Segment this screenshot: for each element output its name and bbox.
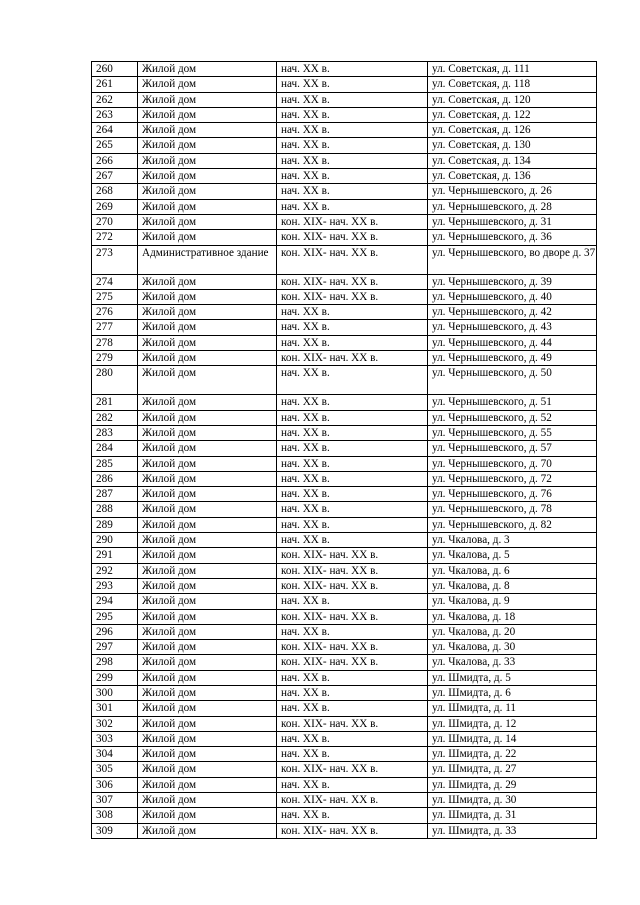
table-row — [92, 793, 597, 808]
table-row — [92, 762, 597, 777]
cell-dating: нач. XX в. — [277, 153, 428, 168]
cell-object-name: Жилой дом — [138, 731, 277, 746]
cell-address: ул. Чернышевского, д. 51 — [428, 395, 597, 410]
cell-address: ул. Чернышевского, во дворе д. 37 — [428, 245, 597, 274]
cell-row-number: 275 — [92, 289, 138, 304]
cell-address: ул. Чернышевского, д. 50 — [428, 366, 597, 395]
table-row — [92, 685, 597, 700]
cell-dating: нач. XX в. — [277, 731, 428, 746]
cell-row-number: 298 — [92, 655, 138, 670]
cell-dating: нач. XX в. — [277, 533, 428, 548]
cell-row-number: 265 — [92, 138, 138, 153]
cell-object-name: Жилой дом — [138, 793, 277, 808]
cell-address: ул. Шмидта, д. 29 — [428, 777, 597, 792]
cell-dating: кон. XIX- нач. XX в. — [277, 351, 428, 366]
cell-object-name: Жилой дом — [138, 351, 277, 366]
cell-address: ул. Советская, д. 111 — [428, 62, 597, 77]
cell-dating: нач. XX в. — [277, 441, 428, 456]
cell-object-name: Жилой дом — [138, 701, 277, 716]
table-row — [92, 245, 597, 274]
cell-object-name: Жилой дом — [138, 199, 277, 214]
table-row — [92, 410, 597, 425]
cell-dating: нач. XX в. — [277, 77, 428, 92]
cell-dating: нач. XX в. — [277, 335, 428, 350]
cell-dating: нач. XX в. — [277, 685, 428, 700]
cell-row-number: 267 — [92, 169, 138, 184]
monuments-table — [91, 61, 597, 839]
cell-address: ул. Шмидта, д. 11 — [428, 701, 597, 716]
cell-address: ул. Чернышевского, д. 39 — [428, 274, 597, 289]
cell-row-number: 279 — [92, 351, 138, 366]
cell-row-number: 301 — [92, 701, 138, 716]
cell-row-number: 273 — [92, 245, 138, 274]
cell-object-name: Жилой дом — [138, 62, 277, 77]
cell-object-name: Жилой дом — [138, 335, 277, 350]
cell-object-name: Жилой дом — [138, 471, 277, 486]
cell-row-number: 287 — [92, 487, 138, 502]
cell-row-number: 274 — [92, 274, 138, 289]
cell-address: ул. Чернышевского, д. 31 — [428, 214, 597, 229]
cell-address: ул. Чернышевского, д. 70 — [428, 456, 597, 471]
cell-row-number: 296 — [92, 624, 138, 639]
cell-dating: кон. XIX- нач. XX в. — [277, 245, 428, 274]
cell-address: ул. Советская, д. 126 — [428, 123, 597, 138]
cell-row-number: 290 — [92, 533, 138, 548]
cell-dating: нач. XX в. — [277, 92, 428, 107]
cell-object-name: Жилой дом — [138, 808, 277, 823]
cell-address: ул. Советская, д. 134 — [428, 153, 597, 168]
cell-row-number: 300 — [92, 685, 138, 700]
cell-row-number: 284 — [92, 441, 138, 456]
cell-dating: нач. XX в. — [277, 471, 428, 486]
cell-dating: нач. XX в. — [277, 107, 428, 122]
table-row — [92, 214, 597, 229]
table-row — [92, 624, 597, 639]
table-row — [92, 701, 597, 716]
cell-row-number: 297 — [92, 640, 138, 655]
cell-object-name: Жилой дом — [138, 123, 277, 138]
cell-address: ул. Советская, д. 122 — [428, 107, 597, 122]
table-row — [92, 366, 597, 395]
cell-address: ул. Чкалова, д. 33 — [428, 655, 597, 670]
cell-dating: кон. XIX- нач. XX в. — [277, 716, 428, 731]
cell-dating: нач. XX в. — [277, 594, 428, 609]
table-row — [92, 655, 597, 670]
cell-row-number: 294 — [92, 594, 138, 609]
table-row — [92, 747, 597, 762]
cell-object-name: Жилой дом — [138, 441, 277, 456]
cell-row-number: 278 — [92, 335, 138, 350]
cell-address: ул. Чернышевского, д. 82 — [428, 517, 597, 532]
cell-address: ул. Чернышевского, д. 26 — [428, 184, 597, 199]
cell-address: ул. Шмидта, д. 12 — [428, 716, 597, 731]
cell-row-number: 263 — [92, 107, 138, 122]
cell-object-name: Жилой дом — [138, 548, 277, 563]
cell-address: ул. Чернышевского, д. 49 — [428, 351, 597, 366]
cell-row-number: 270 — [92, 214, 138, 229]
cell-object-name: Жилой дом — [138, 594, 277, 609]
table-row — [92, 471, 597, 486]
cell-object-name: Жилой дом — [138, 214, 277, 229]
cell-object-name: Жилой дом — [138, 410, 277, 425]
cell-address: ул. Чернышевского, д. 36 — [428, 230, 597, 245]
cell-object-name: Жилой дом — [138, 747, 277, 762]
cell-dating: нач. XX в. — [277, 502, 428, 517]
cell-row-number: 260 — [92, 62, 138, 77]
table-row — [92, 563, 597, 578]
cell-row-number: 309 — [92, 823, 138, 838]
cell-address: ул. Чернышевского, д. 44 — [428, 335, 597, 350]
cell-row-number: 288 — [92, 502, 138, 517]
table-row — [92, 441, 597, 456]
table-row — [92, 517, 597, 532]
cell-address: ул. Чернышевского, д. 57 — [428, 441, 597, 456]
cell-row-number: 307 — [92, 793, 138, 808]
cell-row-number: 289 — [92, 517, 138, 532]
cell-row-number: 293 — [92, 578, 138, 593]
cell-dating: нач. XX в. — [277, 517, 428, 532]
cell-row-number: 282 — [92, 410, 138, 425]
cell-address: ул. Чкалова, д. 5 — [428, 548, 597, 563]
cell-row-number: 295 — [92, 609, 138, 624]
cell-dating: нач. XX в. — [277, 184, 428, 199]
cell-object-name: Жилой дом — [138, 289, 277, 304]
cell-address: ул. Чкалова, д. 8 — [428, 578, 597, 593]
cell-object-name: Жилой дом — [138, 230, 277, 245]
cell-address: ул. Шмидта, д. 33 — [428, 823, 597, 838]
cell-row-number: 303 — [92, 731, 138, 746]
table-row — [92, 808, 597, 823]
cell-dating: нач. XX в. — [277, 701, 428, 716]
cell-row-number: 299 — [92, 670, 138, 685]
cell-object-name: Жилой дом — [138, 640, 277, 655]
cell-object-name: Жилой дом — [138, 563, 277, 578]
cell-dating: кон. XIX- нач. XX в. — [277, 793, 428, 808]
cell-address: ул. Шмидта, д. 14 — [428, 731, 597, 746]
cell-dating: кон. XIX- нач. XX в. — [277, 230, 428, 245]
table-row — [92, 716, 597, 731]
table-row — [92, 199, 597, 214]
table-row — [92, 395, 597, 410]
cell-dating: нач. XX в. — [277, 199, 428, 214]
cell-object-name: Жилой дом — [138, 395, 277, 410]
table-row — [92, 578, 597, 593]
cell-object-name: Жилой дом — [138, 138, 277, 153]
cell-address: ул. Советская, д. 118 — [428, 77, 597, 92]
table-row — [92, 823, 597, 838]
table-row — [92, 153, 597, 168]
cell-object-name: Жилой дом — [138, 305, 277, 320]
table-row — [92, 533, 597, 548]
cell-row-number: 304 — [92, 747, 138, 762]
cell-address: ул. Чернышевского, д. 40 — [428, 289, 597, 304]
table-row — [92, 640, 597, 655]
table-row — [92, 62, 597, 77]
table-row — [92, 320, 597, 335]
table-row — [92, 487, 597, 502]
table-row — [92, 274, 597, 289]
cell-dating: нач. XX в. — [277, 747, 428, 762]
cell-row-number: 269 — [92, 199, 138, 214]
cell-object-name: Жилой дом — [138, 655, 277, 670]
cell-dating: кон. XIX- нач. XX в. — [277, 655, 428, 670]
cell-address: ул. Чкалова, д. 30 — [428, 640, 597, 655]
cell-object-name: Жилой дом — [138, 184, 277, 199]
cell-dating: кон. XIX- нач. XX в. — [277, 640, 428, 655]
cell-object-name: Жилой дом — [138, 624, 277, 639]
cell-object-name: Жилой дом — [138, 153, 277, 168]
cell-dating: кон. XIX- нач. XX в. — [277, 274, 428, 289]
cell-dating: нач. XX в. — [277, 456, 428, 471]
cell-row-number: 302 — [92, 716, 138, 731]
cell-address: ул. Чкалова, д. 6 — [428, 563, 597, 578]
cell-address: ул. Чкалова, д. 3 — [428, 533, 597, 548]
table-row — [92, 425, 597, 440]
cell-row-number: 305 — [92, 762, 138, 777]
cell-dating: кон. XIX- нач. XX в. — [277, 609, 428, 624]
cell-row-number: 308 — [92, 808, 138, 823]
cell-row-number: 291 — [92, 548, 138, 563]
cell-dating: кон. XIX- нач. XX в. — [277, 289, 428, 304]
cell-row-number: 292 — [92, 563, 138, 578]
table-row — [92, 609, 597, 624]
cell-dating: нач. XX в. — [277, 320, 428, 335]
cell-address: ул. Шмидта, д. 5 — [428, 670, 597, 685]
cell-dating: нач. XX в. — [277, 169, 428, 184]
cell-object-name: Жилой дом — [138, 274, 277, 289]
cell-row-number: 262 — [92, 92, 138, 107]
table-row — [92, 138, 597, 153]
table-row — [92, 731, 597, 746]
table-row — [92, 777, 597, 792]
cell-dating: кон. XIX- нач. XX в. — [277, 578, 428, 593]
cell-row-number: 286 — [92, 471, 138, 486]
cell-address: ул. Чернышевского, д. 72 — [428, 471, 597, 486]
cell-dating: кон. XIX- нач. XX в. — [277, 563, 428, 578]
cell-address: ул. Чернышевского, д. 28 — [428, 199, 597, 214]
table-row — [92, 456, 597, 471]
cell-row-number: 283 — [92, 425, 138, 440]
cell-address: ул. Чкалова, д. 9 — [428, 594, 597, 609]
cell-object-name: Жилой дом — [138, 670, 277, 685]
table-body — [92, 62, 597, 839]
cell-dating: нач. XX в. — [277, 138, 428, 153]
cell-object-name: Жилой дом — [138, 578, 277, 593]
cell-address: ул. Шмидта, д. 6 — [428, 685, 597, 700]
cell-address: ул. Шмидта, д. 27 — [428, 762, 597, 777]
table-row — [92, 123, 597, 138]
cell-dating: нач. XX в. — [277, 395, 428, 410]
cell-dating: нач. XX в. — [277, 410, 428, 425]
cell-address: ул. Чкалова, д. 18 — [428, 609, 597, 624]
table-row — [92, 92, 597, 107]
table-row — [92, 230, 597, 245]
cell-dating: нач. XX в. — [277, 366, 428, 395]
cell-address: ул. Советская, д. 136 — [428, 169, 597, 184]
cell-dating: кон. XIX- нач. XX в. — [277, 548, 428, 563]
table-row — [92, 335, 597, 350]
cell-row-number: 272 — [92, 230, 138, 245]
table-row — [92, 77, 597, 92]
cell-object-name: Жилой дом — [138, 92, 277, 107]
cell-dating: нач. XX в. — [277, 305, 428, 320]
cell-object-name: Жилой дом — [138, 487, 277, 502]
cell-dating: нач. XX в. — [277, 487, 428, 502]
cell-object-name: Жилой дом — [138, 762, 277, 777]
table-row — [92, 305, 597, 320]
cell-address: ул. Чернышевского, д. 55 — [428, 425, 597, 440]
cell-address: ул. Шмидта, д. 31 — [428, 808, 597, 823]
cell-object-name: Жилой дом — [138, 425, 277, 440]
cell-object-name: Жилой дом — [138, 366, 277, 395]
cell-address: ул. Советская, д. 130 — [428, 138, 597, 153]
cell-row-number: 285 — [92, 456, 138, 471]
cell-object-name: Административное здание — [138, 245, 277, 274]
cell-dating: нач. XX в. — [277, 624, 428, 639]
cell-object-name: Жилой дом — [138, 823, 277, 838]
cell-address: ул. Чернышевского, д. 42 — [428, 305, 597, 320]
cell-address: ул. Шмидта, д. 30 — [428, 793, 597, 808]
cell-object-name: Жилой дом — [138, 107, 277, 122]
cell-object-name: Жилой дом — [138, 320, 277, 335]
cell-address: ул. Чернышевского, д. 76 — [428, 487, 597, 502]
cell-dating: кон. XIX- нач. XX в. — [277, 823, 428, 838]
table-row — [92, 169, 597, 184]
cell-object-name: Жилой дом — [138, 716, 277, 731]
cell-row-number: 281 — [92, 395, 138, 410]
cell-row-number: 280 — [92, 366, 138, 395]
cell-object-name: Жилой дом — [138, 77, 277, 92]
cell-address: ул. Чернышевского, д. 52 — [428, 410, 597, 425]
cell-row-number: 268 — [92, 184, 138, 199]
cell-row-number: 266 — [92, 153, 138, 168]
cell-row-number: 261 — [92, 77, 138, 92]
cell-dating: нач. XX в. — [277, 777, 428, 792]
cell-dating: нач. XX в. — [277, 425, 428, 440]
cell-address: ул. Шмидта, д. 22 — [428, 747, 597, 762]
table-row — [92, 289, 597, 304]
cell-dating: нач. XX в. — [277, 808, 428, 823]
cell-address: ул. Чернышевского, д. 78 — [428, 502, 597, 517]
cell-row-number: 276 — [92, 305, 138, 320]
table-row — [92, 670, 597, 685]
cell-row-number: 264 — [92, 123, 138, 138]
table-row — [92, 594, 597, 609]
cell-address: ул. Чкалова, д. 20 — [428, 624, 597, 639]
cell-object-name: Жилой дом — [138, 777, 277, 792]
cell-address: ул. Чернышевского, д. 43 — [428, 320, 597, 335]
cell-dating: кон. XIX- нач. XX в. — [277, 214, 428, 229]
cell-object-name: Жилой дом — [138, 169, 277, 184]
cell-dating: нач. XX в. — [277, 670, 428, 685]
cell-dating: нач. XX в. — [277, 62, 428, 77]
table-row — [92, 548, 597, 563]
cell-dating: нач. XX в. — [277, 123, 428, 138]
cell-address: ул. Советская, д. 120 — [428, 92, 597, 107]
cell-object-name: Жилой дом — [138, 685, 277, 700]
table-row — [92, 107, 597, 122]
cell-row-number: 277 — [92, 320, 138, 335]
cell-object-name: Жилой дом — [138, 456, 277, 471]
table-row — [92, 351, 597, 366]
cell-row-number: 306 — [92, 777, 138, 792]
table-row — [92, 502, 597, 517]
cell-object-name: Жилой дом — [138, 533, 277, 548]
table-row — [92, 184, 597, 199]
cell-object-name: Жилой дом — [138, 502, 277, 517]
cell-object-name: Жилой дом — [138, 517, 277, 532]
cell-dating: кон. XIX- нач. XX в. — [277, 762, 428, 777]
cell-object-name: Жилой дом — [138, 609, 277, 624]
